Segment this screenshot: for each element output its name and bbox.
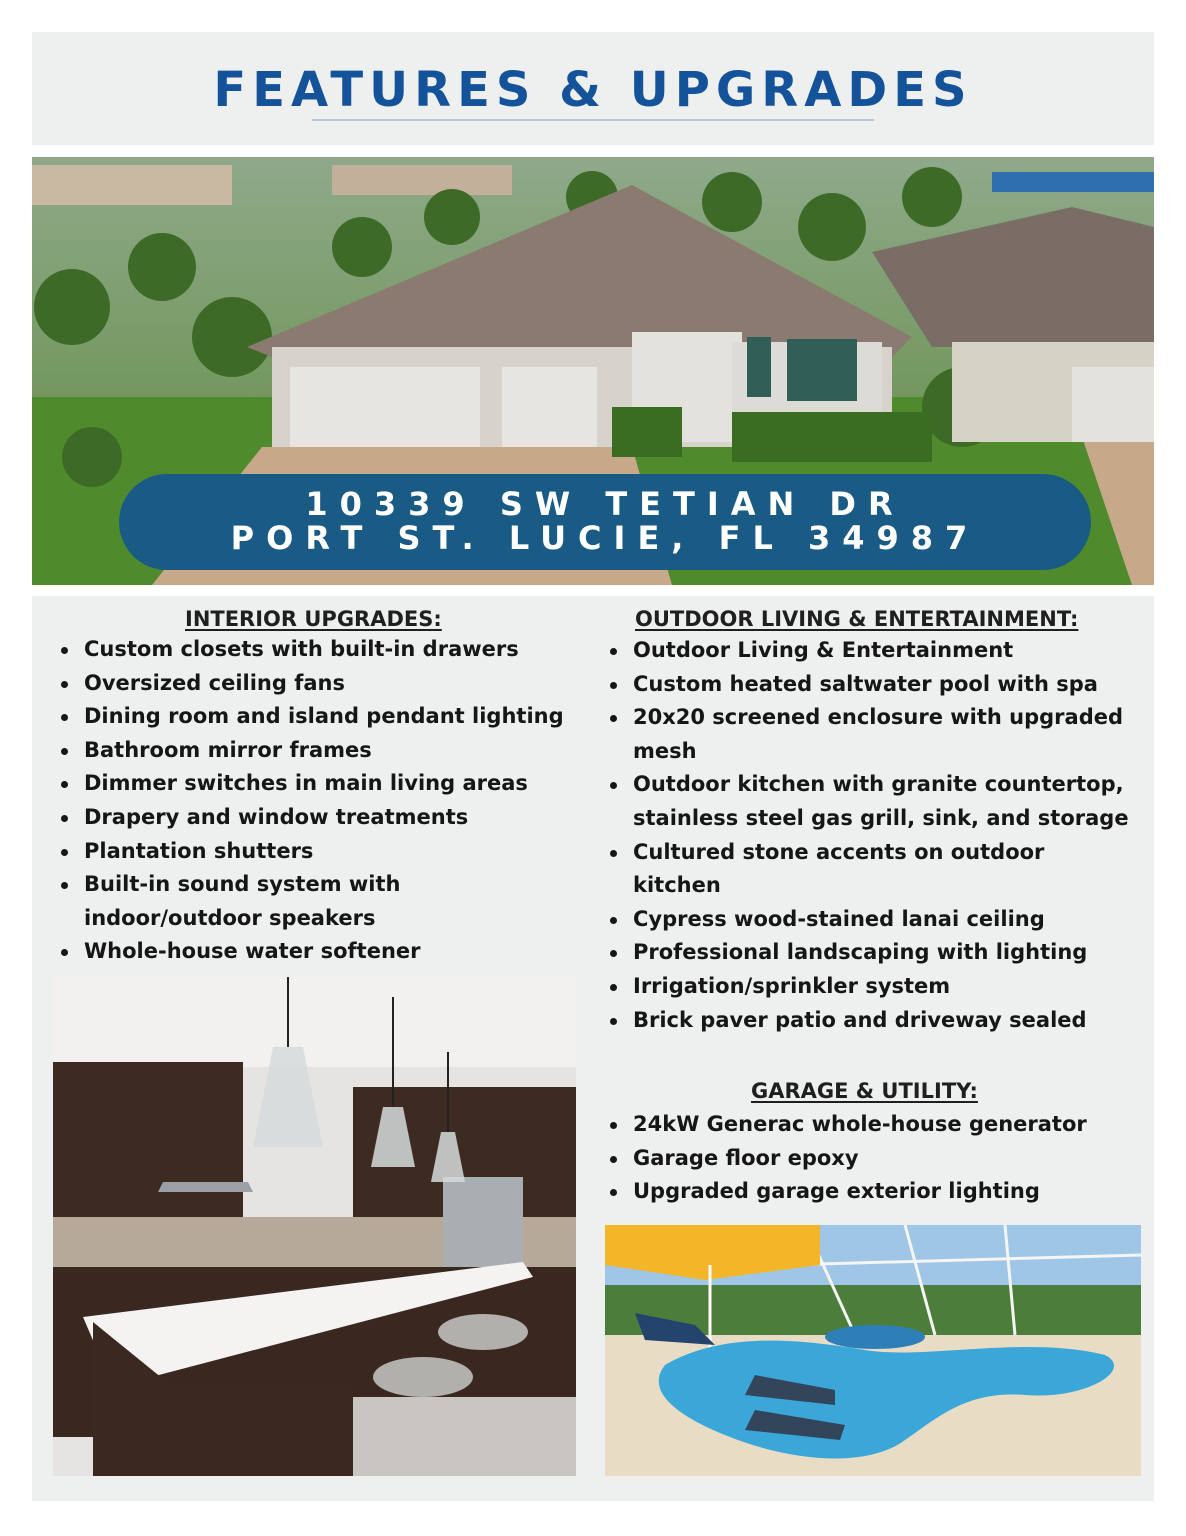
outdoor-list: [607, 634, 1147, 1037]
list-item: Garage floor epoxy: [607, 1142, 1147, 1176]
list-item: Built-in sound system with indoor/outdoor speakers: [58, 868, 458, 935]
address-banner: [119, 474, 1091, 570]
pool-photo: [605, 1225, 1141, 1476]
list-item: Brick paver patio and driveway sealed: [607, 1004, 1147, 1038]
interior-heading: INTERIOR UPGRADES:: [185, 607, 442, 631]
address-street: 10339 SW TETIAN DR: [305, 485, 905, 523]
address-city: PORT ST. LUCIE, FL 34987: [230, 519, 980, 557]
list-item: 24kW Generac whole-house generator: [607, 1108, 1147, 1142]
list-item: Plantation shutters: [58, 835, 598, 869]
list-item: Professional landscaping with lighting: [607, 936, 1147, 970]
list-item: Upgraded garage exterior lighting: [607, 1175, 1147, 1209]
list-item: Cultured stone accents on outdoor kitchen: [607, 836, 1077, 903]
list-item: Oversized ceiling fans: [58, 667, 598, 701]
interior-list: [58, 633, 598, 969]
garage-heading: GARAGE & UTILITY:: [751, 1079, 978, 1103]
garage-list: [607, 1108, 1147, 1209]
list-item: Dining room and island pendant lighting: [58, 700, 598, 734]
list-item: Bathroom mirror frames: [58, 734, 598, 768]
list-item: Dimmer switches in main living areas: [58, 767, 598, 801]
list-item: Outdoor kitchen with granite countertop, stainless steel gas grill, sink, and storage: [607, 768, 1147, 835]
list-item: Whole-house water softener: [58, 935, 598, 969]
list-item: Irrigation/sprinkler system: [607, 970, 1147, 1004]
list-item: Drapery and window treatments: [58, 801, 598, 835]
outdoor-heading: OUTDOOR LIVING & ENTERTAINMENT:: [635, 607, 1079, 631]
header-panel: [32, 32, 1154, 145]
list-item: 20x20 screened enclosure with upgraded mesh: [607, 701, 1137, 768]
list-item: Outdoor Living & Entertainment: [607, 634, 1147, 668]
title-divider: [312, 119, 874, 121]
list-item: Custom closets with built-in drawers: [58, 633, 598, 667]
page-title: FEATURES & UPGRADES: [213, 62, 973, 118]
list-item: Cypress wood-stained lanai ceiling: [607, 903, 1147, 937]
kitchen-photo: [53, 977, 576, 1476]
list-item: Custom heated saltwater pool with spa: [607, 668, 1147, 702]
